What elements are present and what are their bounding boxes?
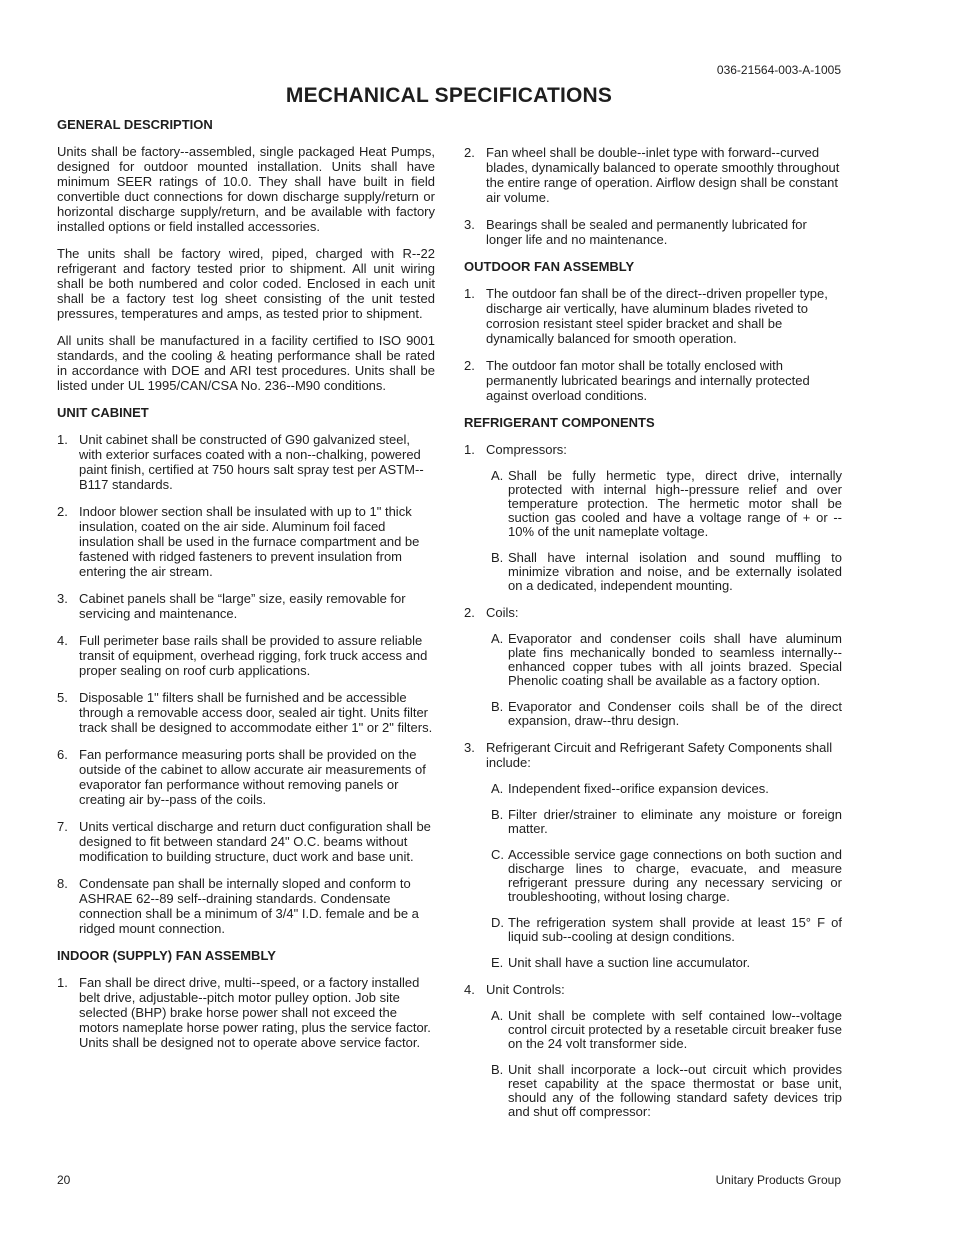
right-column [464,145,842,1131]
item-number: 3. [464,217,475,232]
subitem-text: Shall have internal isolation and sound muffling to minimize vibration and noise, and be externally isolated on a dedicated, independent mounting. [508,550,842,593]
item-text: Bearings shall be sealed and permanently lubricated for longer life and no maintenance. [486,217,807,247]
item-number: 5. [57,690,68,705]
indoor-fan-item [464,217,842,247]
circuit-subitem [491,808,842,836]
subitem-text: The refrigeration system shall provide at least 15° F of liquid sub--cooling at design conditions. [508,915,842,944]
cabinet-item [57,819,435,864]
page-number: 20 [57,1173,71,1187]
circuit-subitem [491,782,842,796]
subitem-letter: E. [491,955,504,970]
subitem-letter: B. [491,550,504,565]
item-number: 1. [464,286,475,301]
general-paragraph: All units shall be manufactured in a facility certified to ISO 9001 standards, and the cooling & heating performance shall be rated in accordance with DOE and ARI test procedures. Units shall be listed under UL 1995/CAN/CSA No. 236--M90 conditions. [57,333,435,393]
circuit-subitem [491,848,842,904]
item-number: 1. [464,442,475,457]
unit-cabinet-heading: UNIT CABINET [57,405,149,420]
general-description-heading: GENERAL DESCRIPTION [57,117,213,132]
document-number: 036-21564-003-A-1005 [716,63,841,77]
outdoor-fan-heading: OUTDOOR FAN ASSEMBLY [464,259,635,274]
subitem-text: Evaporator and condenser coils shall have aluminum plate fins mechanically bonded to seamless internally--enhanced copper tubes with all joints brazed. Special Phenolic coating shall be available as a factory option. [508,631,842,688]
general-paragraph: Units shall be factory--assembled, single packaged Heat Pumps, designed for outdoor mounted installation. Units shall have minimum SEER ratings of 10.0. They shall have built in field convertible duct connections for down discharge supply/return or horizontal discharge supply/return, and be available with factory installed options or field installed accessories. [57,144,435,234]
item-text: The outdoor fan shall be of the direct--driven propeller type, discharge air vertically, have aluminum blades riveted to corrosion resistant steel spider bracket and shall be dynamically balanced for smooth operation. [486,286,828,346]
coils-subitem [491,632,842,688]
unit-controls-item [464,982,842,997]
publisher-name: Unitary Products Group [715,1173,841,1187]
item-number: 2. [57,504,68,519]
item-number: 1. [57,975,68,990]
cabinet-item [57,504,435,579]
item-text: Coils: [486,605,519,620]
subitem-letter: A. [491,781,504,796]
left-column [57,117,435,1062]
item-text: Fan shall be direct drive, multi--speed, or a factory installed belt drive, adjustable--pitch motor pulley option. Job site selected (BHP) brake horse power shall not exceed the motors nameplate horse power rating, plus the service factor. Units shall be designed not to operate above service factor. [79,975,431,1050]
subitem-text: Shall be fully hermetic type, direct drive, internally protected with internal high--pressure relief and over temperature protection. The hermetic motor shall be suction gas cooled and have a voltage range of + or -- 10% of the unit nameplate voltage. [508,468,842,539]
cabinet-item [57,876,435,936]
item-text: Compressors: [486,442,567,457]
refrigerant-components-heading: REFRIGERANT COMPONENTS [464,415,655,430]
subitem-letter: A. [491,468,504,483]
circuit-subitem [491,916,842,944]
general-paragraph: The units shall be factory wired, piped, charged with R--22 refrigerant and factory tested prior to shipment. All unit wiring shall be both numbered and color coded. Enclosed in each unit shall be a factory test log sheet consisting of the unit tested pressures, temperatures and amps, as tested prior to shipment. [57,246,435,321]
cabinet-item [57,591,435,621]
page-title: MECHANICAL SPECIFICATIONS [285,84,613,107]
item-text: Refrigerant Circuit and Refrigerant Safety Components shall include: [486,740,833,770]
indoor-fan-item [57,975,435,1050]
item-number: 4. [464,982,475,997]
controls-subitem [491,1009,842,1051]
item-number: 2. [464,358,475,373]
subitem-letter: A. [491,631,504,646]
coils-item [464,605,842,620]
cabinet-item [57,633,435,678]
item-number: 1. [57,432,68,447]
compressor-subitem [491,551,842,593]
circuit-subitem [491,956,842,970]
item-number: 3. [57,591,68,606]
item-text: Fan wheel shall be double--inlet type with forward--curved blades, dynamically balanced to operate smoothly throughout the entire range of operation. Airflow design shall be constant air volume. [486,145,840,205]
cabinet-item [57,747,435,807]
cabinet-item [57,690,435,735]
subitem-text: Independent fixed--orifice expansion devices. [508,781,769,796]
subitem-text: Filter drier/strainer to eliminate any moisture or foreign matter. [508,807,842,836]
indoor-fan-item [464,145,842,205]
outdoor-fan-item [464,286,842,346]
item-number: 4. [57,633,68,648]
controls-subitem [491,1063,842,1119]
item-number: 7. [57,819,68,834]
item-text: The outdoor fan motor shall be totally enclosed with permanently lubricated bearings and internally protected against overload conditions. [486,358,810,403]
item-number: 2. [464,605,475,620]
item-text: Units vertical discharge and return duct configuration shall be designed to fit between standard 24" O.C. beams without modification to building structure, duct work and base unit. [79,819,431,864]
subitem-letter: D. [491,915,504,930]
indoor-fan-heading: INDOOR (SUPPLY) FAN ASSEMBLY [57,948,276,963]
subitem-letter: B. [491,807,504,822]
item-text: Fan performance measuring ports shall be provided on the outside of the cabinet to allow accurate air measurements of evaporator fan performance without removing panels or creating air by--pass of the coils. [79,747,426,807]
subitem-text: Unit shall incorporate a lock--out circuit which provides reset capability at the space thermostat or base unit, should any of the following standard safety devices trip and shut off compressor: [508,1062,842,1119]
outdoor-fan-item [464,358,842,403]
refrigerant-circuit-item [464,740,842,770]
coils-subitem [491,700,842,728]
item-text: Unit Controls: [486,982,565,997]
subitem-text: Evaporator and Condenser coils shall be of the direct expansion, draw--thru design. [508,699,842,728]
item-number: 3. [464,740,475,755]
item-text: Indoor blower section shall be insulated with up to 1" thick insulation, coated on the air side. Aluminum foil faced insulation shall be used in the furnace compartment and be fastened with ridged fasteners to prevent insulation from entering the air stream. [79,504,420,579]
subitem-text: Unit shall have a suction line accumulator. [508,955,751,970]
subitem-letter: A. [491,1008,504,1023]
subitem-text: Unit shall be complete with self contained low--voltage control circuit protected by a resetable circuit breaker fuse on the 24 volt transformer side. [508,1008,842,1051]
subitem-text: Accessible service gage connections on both suction and discharge lines to charge, evacuate, and measure refrigerant pressure during any necessary servicing or troubleshooting, without losing charge. [508,847,842,904]
item-text: Full perimeter base rails shall be provided to assure reliable transit of equipment, overhead rigging, fork truck access and proper sealing on roof curb applications. [79,633,428,678]
item-number: 6. [57,747,68,762]
compressor-subitem [491,469,842,539]
item-text: Unit cabinet shall be constructed of G90 galvanized steel, with exterior surfaces coated with a non--chalking, powered paint finish, certified at 750 hours salt spray test per ASTM--B117 standards. [79,432,424,492]
item-number: 2. [464,145,475,160]
item-text: Cabinet panels shall be “large” size, easily removable for servicing and maintenance. [79,591,406,621]
compressors-item [464,442,842,457]
item-number: 8. [57,876,68,891]
item-text: Disposable 1" filters shall be furnished and be accessible through a removable access door, sealed air tight. Units filter track shall be designed to accommodate either 1" or 2" filters. [79,690,433,735]
cabinet-item [57,432,435,492]
item-text: Condensate pan shall be internally sloped and conform to ASHRAE 62--89 self--draining standards. Condensate connection shall be a minimum of 3/4" I.D. female and be a ridged mount connection. [79,876,419,936]
subitem-letter: B. [491,699,504,714]
subitem-letter: B. [491,1062,504,1077]
subitem-letter: C. [491,847,504,862]
